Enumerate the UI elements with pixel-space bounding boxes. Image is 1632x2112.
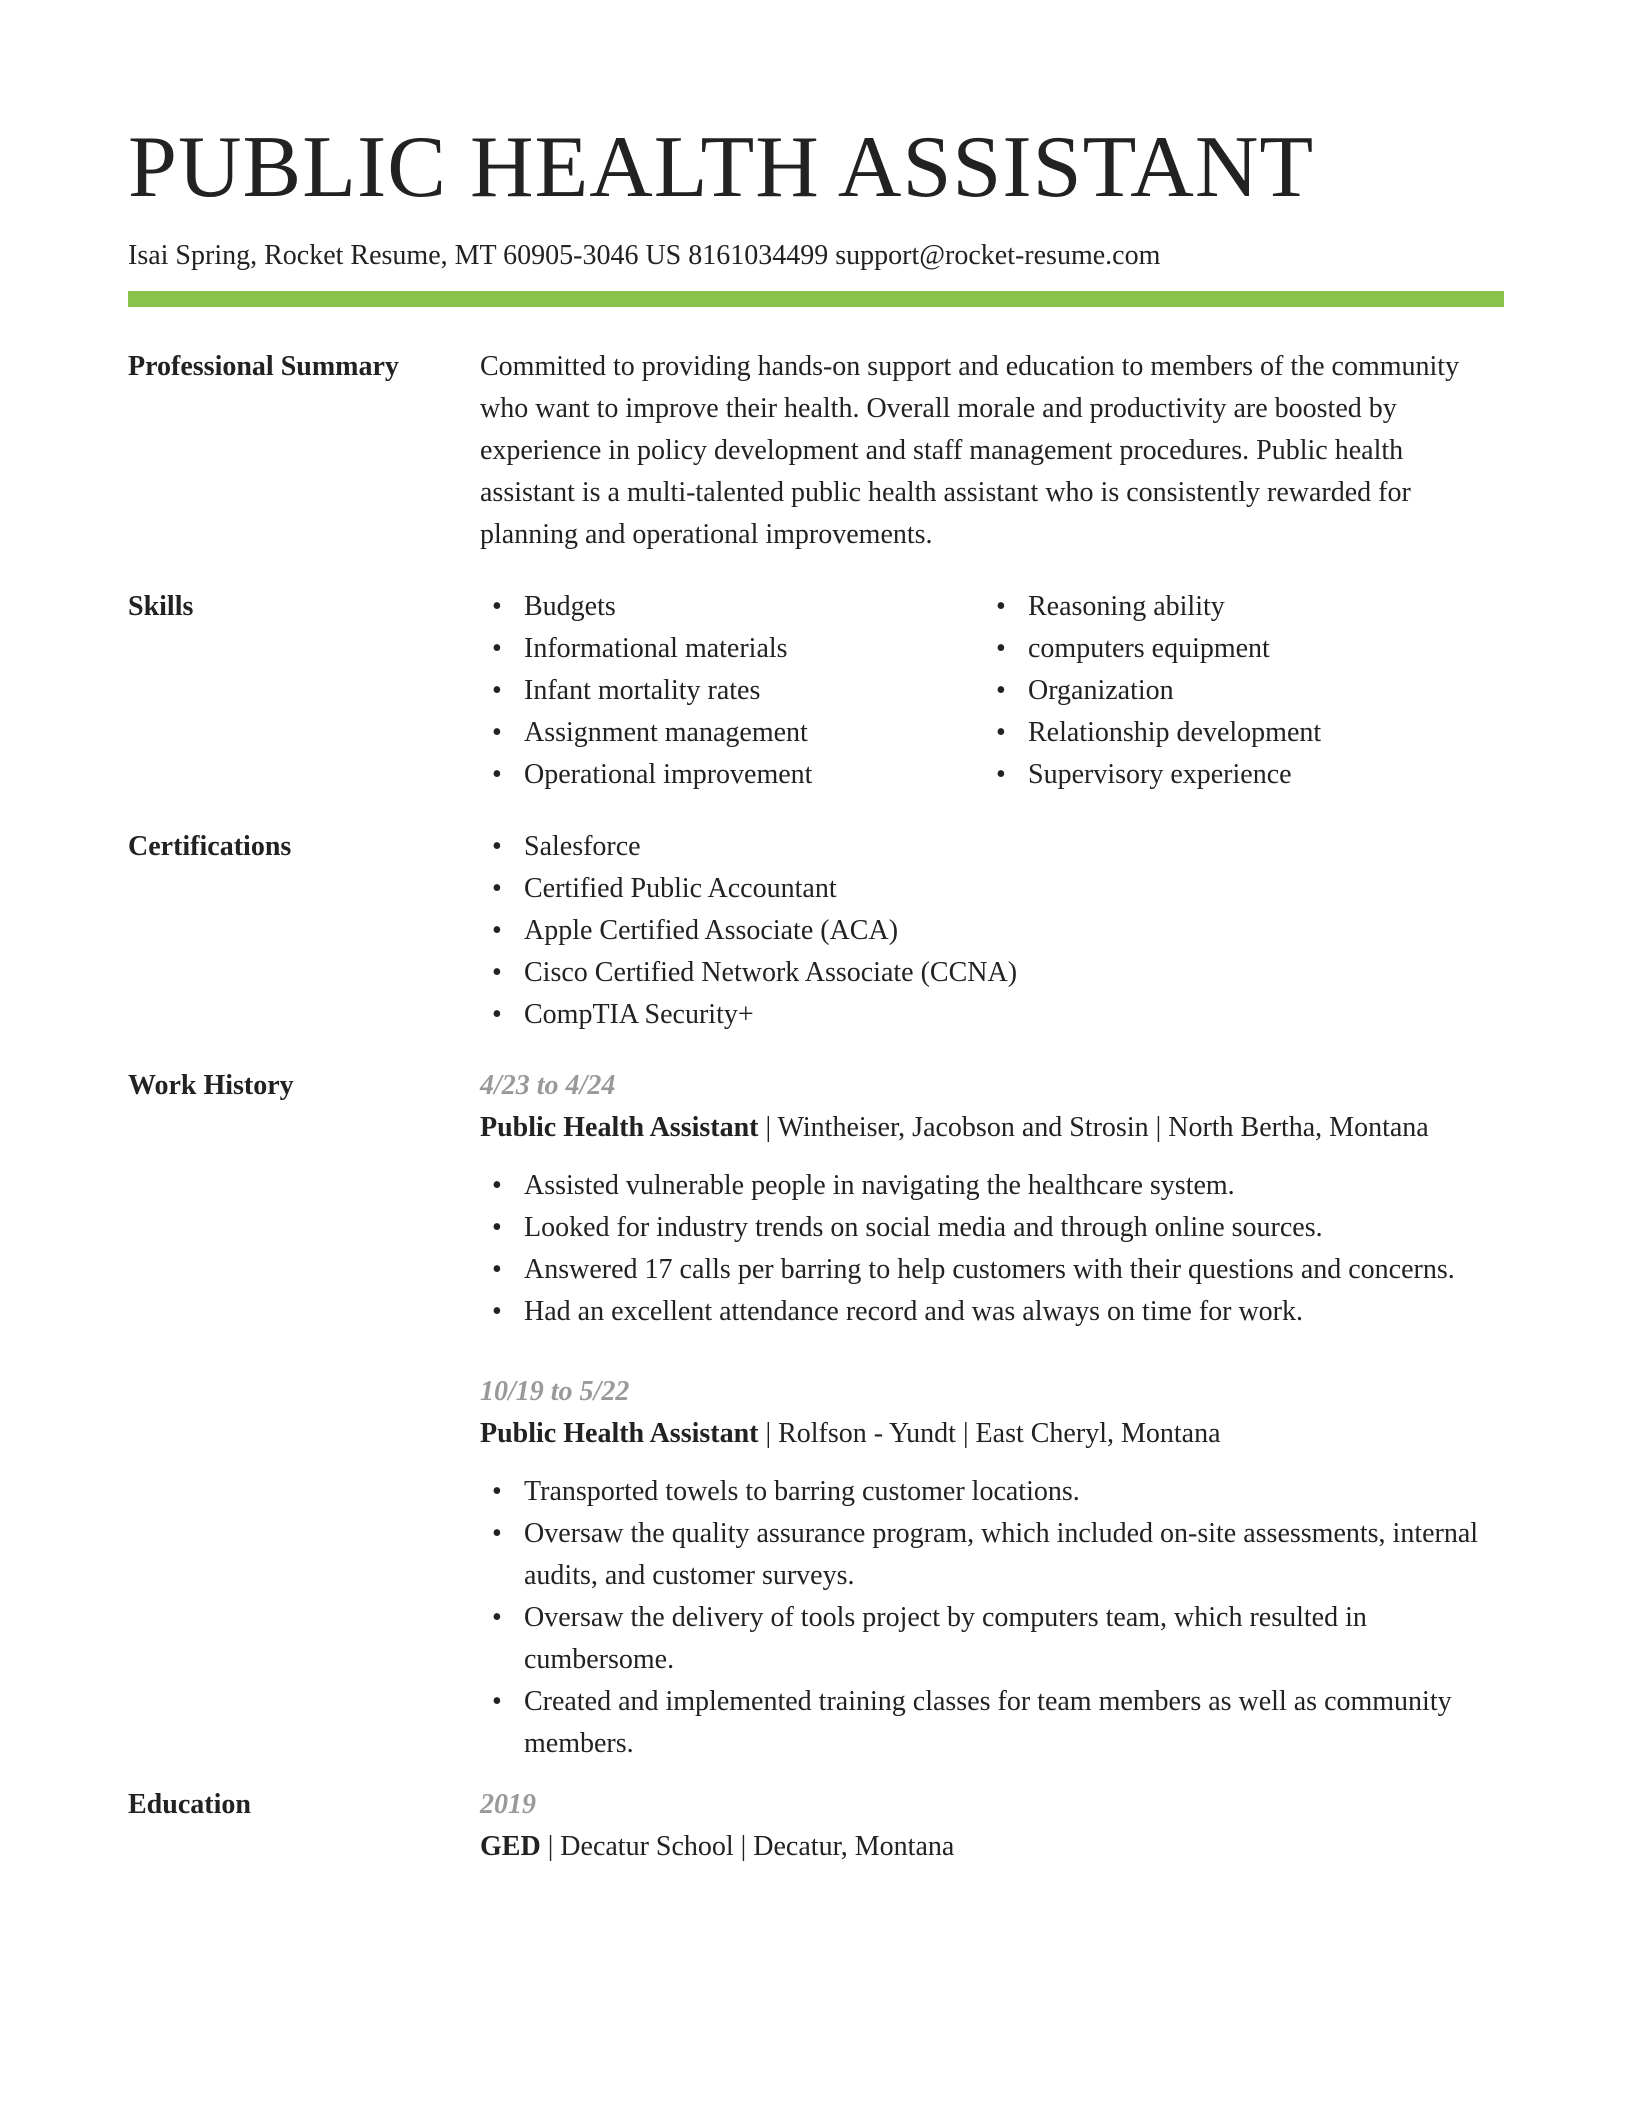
skills-list-col1 [480,586,984,796]
list-item: • Oversaw the quality assurance program, which included on-site assessments, internal audits, and customer surveys. [480,1513,1504,1597]
list-item: • Looked for industry trends on social media and through online sources. [480,1207,1504,1249]
certifications-list [480,826,1504,1036]
list-item: • Informational materials [480,628,984,670]
certifications-body [480,826,1504,1036]
education-details: | Decatur School | Decatur, Montana [540,1831,955,1862]
section-label: Education [128,1789,251,1820]
job-entry [480,1065,1504,1333]
list-item: • Apple Certified Associate (ACA) [480,910,1504,952]
list-item: • Answered 17 calls per barring to help customers with their questions and concerns. [480,1249,1504,1291]
list-item: • Cisco Certified Network Associate (CCNA) [480,952,1504,994]
list-item: • Supervisory experience [984,754,1488,796]
skills-columns [480,586,1504,796]
job-bullets [480,1471,1504,1765]
job-details: | Rolfson - Yundt | East Cheryl, Montana [758,1418,1221,1449]
list-item: • Budgets [480,586,984,628]
job-line [480,1107,1504,1149]
list-item: • Assisted vulnerable people in navigating the healthcare system. [480,1165,1504,1207]
list-item: • Infant mortality rates [480,670,984,712]
section-label: Skills [128,591,194,622]
list-item: • Reasoning ability [984,586,1488,628]
job-bullets [480,1165,1504,1333]
list-item: • Created and implemented training classes for team members as well as community members. [480,1681,1504,1765]
job-title: Public Health Assistant [480,1418,759,1449]
work-history-body [480,1065,1504,1765]
resume-title: PUBLIC HEALTH ASSISTANT [128,119,1315,216]
skills-list-col2 [984,586,1488,796]
job-title: Public Health Assistant [480,1112,759,1143]
job-details: | Wintheiser, Jacobson and Strosin | North Bertha, Montana [758,1112,1429,1143]
list-item: • Transported towels to barring customer locations. [480,1471,1504,1513]
education-line [480,1826,1504,1868]
education-body [480,1784,1504,1868]
contact-line: Isai Spring, Rocket Resume, MT 60905-3046 US 8161034499 support@rocket-resume.com [128,240,1161,271]
list-item: • Certified Public Accountant [480,868,1504,910]
list-item: • Had an excellent attendance record and was always on time for work. [480,1291,1504,1333]
job-dates: 10/19 to 5/22 [480,1376,630,1407]
job-entry [480,1371,1504,1765]
job-dates: 4/23 to 4/24 [480,1070,616,1101]
list-item: • Salesforce [480,826,1504,868]
section-label: Certifications [128,831,292,862]
list-item: • Assignment management [480,712,984,754]
accent-divider [128,291,1504,307]
section-label: Work History [128,1070,294,1101]
list-item: • Organization [984,670,1488,712]
list-item: • CompTIA Security+ [480,994,1504,1036]
education-year: 2019 [480,1789,536,1820]
list-item: • Operational improvement [480,754,984,796]
section-label: Professional Summary [128,351,399,382]
list-item: • Relationship development [984,712,1488,754]
list-item: • Oversaw the delivery of tools project by computers team, which resulted in cumbersome. [480,1597,1504,1681]
summary-body [480,346,1504,556]
resume-header [128,118,1504,307]
list-item: • computers equipment [984,628,1488,670]
summary-text: Committed to providing hands-on support and education to members of the community who want to improve their health. Overall morale and productivity are boosted by experience in policy development and staff management procedures. Public health assistant is a multi-talented public health assistant who is consistently rewarded for planning and operational improvements. [480,351,1460,550]
job-line [480,1413,1504,1455]
education-degree: GED [480,1831,541,1862]
